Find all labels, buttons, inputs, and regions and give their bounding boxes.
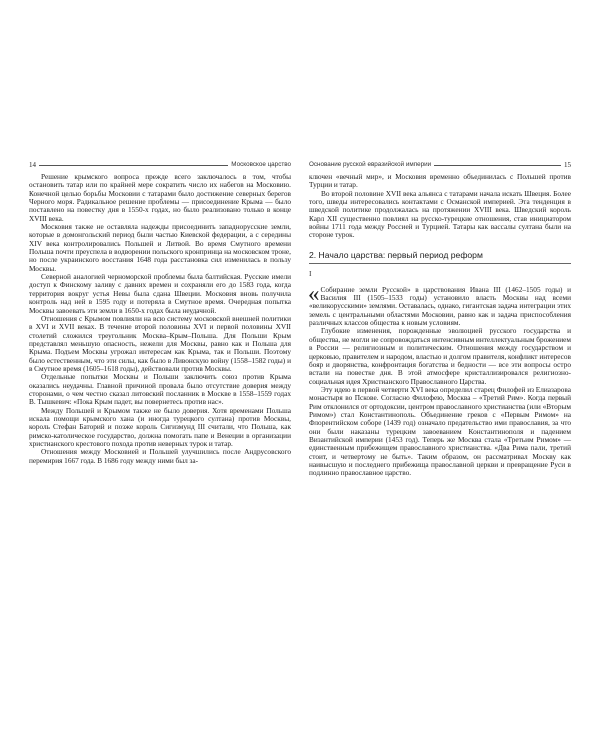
right-page-body [309,173,571,478]
section-heading: 2. Начало царства: первый период реформ [309,250,571,264]
paragraph: ключен «вечный мир», и Московия временно объединилась с Польшей против Турции и татар. [309,172,571,190]
drop-quote-mark: « [308,280,320,306]
paragraph: Северной аналогией черноморской проблемы была балтийская. Русские имели доступ к Финскому заливу с давних времен и сохраняли его до 1583 года, когда территория вокруг устья Невы была сдана Швеции. Московия вновь получила контроль над ней в 1595 году и потеряла в Смутное время. Очередная попытка Москвы завоевать эти земли в 1650-х годах была неудачной. [29,272,291,315]
right-running-header [309,160,571,170]
left-page [29,160,291,465]
paragraph: Решение крымского вопроса прежде всего заключалось в том, чтобы остановить татар или по крайней мере сократить число их набегов на Московию. Конечной целью борьбы Московии с татарами было достижение северных берегов Черного моря. Радикальное решение проблемы — присоединение Крыма — было поставлено на повестку дня в 1550-х годах, но было реализовано только в конце XVIII века. [29,172,291,223]
lead-text: Собирание земли Русской» в царствования Ивана III (1462–1505 годы) и Василия III (1505–1533 годы) установило власть Москвы над всеми «великорусскими» землями. Оставалась, однако, гигантская задача интеграции этих земель с центральными областями Московии, равно как и задача приспособления различных классов общества к новым условиям. [309,284,571,328]
paragraph: Отношения между Московией и Польшей улучшились после Андрусовского перемирия 1667 года. В 1686 году между ними был за- [29,447,291,465]
paragraph: Между Польшей и Крымом также не было доверия. Хотя временами Польша искала помощи крымского хана (и иногда турецкого султана) против Москвы, король Стефан Баторий и позже король Сигизмунд III считали, что Польша, как римско-католическое государство, должна помогать папе и Венеции в организации христианского крестового похода против неверных турок и татар. [29,405,291,448]
paragraph: Отдельные попытки Москвы и Польши заключить союз против Крыма оказались неудачны. Главной причиной провала было отсутствие доверия между сторонами, о чем честно сказал литовский посланник в Москве в 1558–1559 годах В. Тышкевич: «Пока Крым падет, вы повернетесь против нас». [29,372,291,407]
left-page-body [29,173,291,465]
left-running-header [29,160,291,170]
right-page-number: 15 [564,161,571,169]
left-page-number: 14 [29,161,36,169]
right-running-head: Основание русской евразийской империи [309,161,432,168]
right-page [309,160,571,478]
right-header-rule [434,165,561,166]
paragraph: Эту идею в первой четверти XVI века определил старец Филофей из Елиазарова монастыря во Пскове. Согласно Филофею, Москва – «Третий Рим». Когда первый Рим отклонился от ортодоксии, центром православного христианства (или «Вторым Римом») стал Константинополь. Объединение греков с «Первым Римом» на Флорентийском соборе (1439 год) означало предательство ими православия, за что они были наказаны турецким завоеванием Константинополя и падением Византийской империи (1453 год). Теперь же Москва стала «Третьим Римом» — единственным прибежищем православного христианства. «Два Рима пали, третий стоит, и четвертому не быть». Таким образом, он рассматривал Москву как наивысшую и последнего прибежища православной церкви и превращение Руси в подлинно православное царство. [309,384,571,478]
paragraph: Отношения с Крымом повлияли на всю систему московской внешней политики в XVI и XVII веках. В течение второй половины XVI и первой половины XVII столетий сложился треугольник Москва–Крым–Польша. Для Польши Крым представлял меньшую опасность, нежели для Москвы, равно как и Польша для Крыма. Подъем Москвы угрожал интересам как Крыма, так и Польши. Поэтому было естественным, что эти силы, как было в Ливонскую войну (1558–1582 годы) и в Смутное время (1605–1618 годы), действовали против Москвы. [29,313,291,373]
left-running-head: Московское царство [231,161,291,168]
paragraph: Во второй половине XVII века альянса с татарами начала искать Швеция. Более того, шведы интересовались контактами с Османской империей. Эта тенденция в шведской политике продолжалась на протяжении XVIII века. Шведский король Карл XII существенно повлиял на русско-турецкие отношения, став инициатором войны 1711 года между Россией и Турцией. Татары как вассалы султана были на стороне турок. [309,188,571,240]
left-header-rule [39,165,228,166]
section-marker: I [309,268,312,278]
section-lead-paragraph [308,280,571,328]
paragraph: Московия также не оставляла надежды присоединить западнорусские земли, которые в домонгольский период были частью Киевской федерации, а с середины XIV века контролировались Польшей и Литвой. Во время Смутного времени Польша почти преуспела в водворении польского кронпринца на московском троне, но после украинского восстания 1648 года расстановка сил изменилась в пользу Москвы. [29,222,291,273]
paragraph: Глубокие изменения, порожденные эволюцией русского государства и общества, не могли не сопровождаться интенсивным интеллектуальным брожением в России — религиозным и политическим. Отношения между государством и церковью, правителем и народом, властью и долгом правителя, конфликт интересов бояр и дворянства, конфронтация богатства и бедности — все эти вопросы остро встали на повестке дня. В этой атмосфере кристаллизировался религиозно-социальная идея Христианского Православного Царства. [309,326,571,386]
